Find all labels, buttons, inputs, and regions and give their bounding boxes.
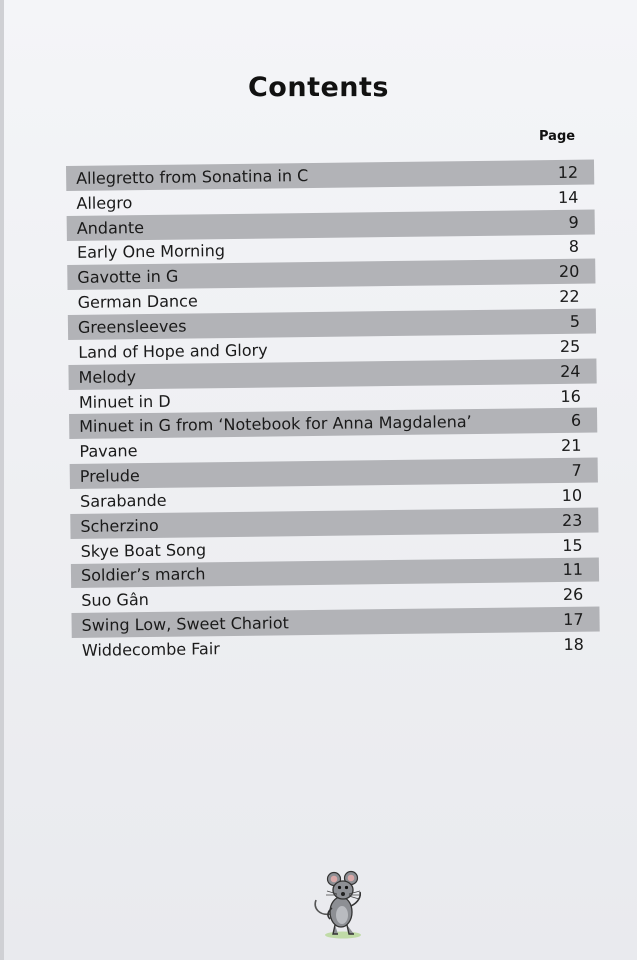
entry-page-number: 8 — [568, 237, 580, 257]
page-edge-shadow — [0, 0, 4, 960]
entry-title: Widdecombe Fair — [81, 639, 220, 660]
entry-title: Early One Morning — [76, 241, 226, 263]
entry-page-number: 10 — [561, 485, 583, 505]
entry-title: Andante — [76, 217, 145, 238]
entry-page-number: 22 — [559, 286, 580, 307]
entry-page-number: 20 — [558, 262, 580, 282]
entry-page-number: 24 — [560, 361, 581, 381]
contents-entry — [72, 632, 600, 663]
entry-title: Land of Hope and Glory — [78, 340, 268, 362]
mouse-illustration-icon — [305, 864, 377, 940]
entry-title: Gavotte in G — [77, 266, 179, 288]
entry-page-number: 16 — [560, 386, 581, 406]
entry-title: Allegro — [76, 192, 133, 213]
entry-page-number: 9 — [568, 212, 579, 232]
entry-page-number: 23 — [561, 510, 583, 530]
entry-title: Melody — [78, 366, 137, 387]
entry-page-number: 25 — [559, 336, 581, 356]
entry-page-number: 5 — [569, 311, 581, 331]
entry-title: Swing Low, Sweet Chariot — [81, 613, 289, 635]
entry-title: German Dance — [77, 291, 198, 313]
entry-title: Pavane — [79, 441, 138, 462]
entry-page-number: 21 — [560, 435, 582, 456]
entry-page-number: 15 — [562, 535, 583, 555]
contents-list — [66, 160, 600, 663]
entry-title: Prelude — [79, 466, 140, 486]
entry-page-number: 6 — [570, 411, 582, 431]
entry-title: Greensleeves — [77, 316, 187, 337]
entry-page-number: 26 — [562, 584, 584, 605]
entry-page-number: 14 — [557, 187, 579, 207]
entry-title: Minuet in D — [78, 391, 171, 412]
page-column-header: Page — [539, 129, 576, 144]
entry-title: Suo Gân — [81, 590, 149, 611]
entry-page-number: 11 — [562, 560, 584, 580]
entry-page-number: 12 — [557, 162, 579, 182]
entry-page-number: 18 — [563, 634, 584, 654]
page-title: Contents — [247, 72, 389, 103]
entry-title: Minuet in G from ‘Notebook for Anna Magdalena’ — [79, 412, 472, 437]
entry-page-number: 7 — [571, 460, 582, 480]
entry-page-number: 17 — [563, 609, 584, 630]
entry-title: Skye Boat Song — [80, 539, 207, 561]
entry-title: Soldier’s march — [80, 564, 206, 586]
entry-title: Scherzino — [80, 515, 159, 536]
entry-title: Allegretto from Sonatina in C — [76, 165, 309, 188]
entry-title: Sarabande — [79, 490, 167, 511]
